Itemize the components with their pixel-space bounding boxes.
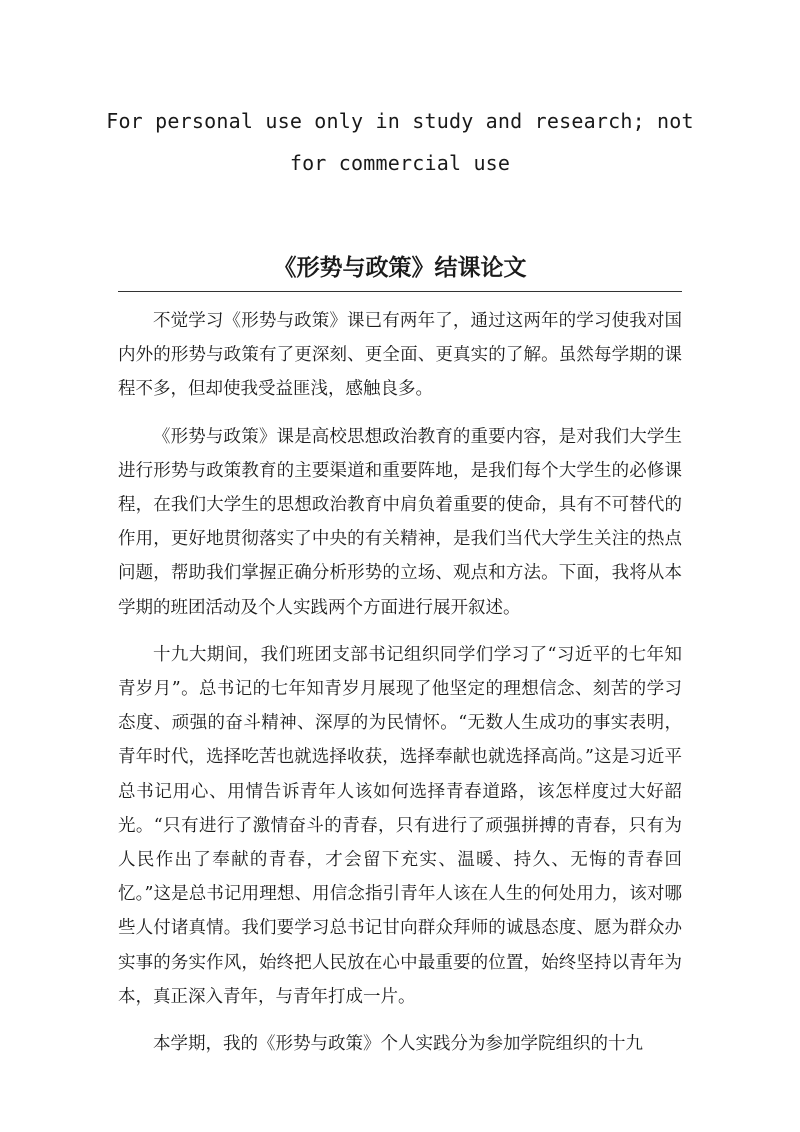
title-divider	[118, 291, 682, 292]
paragraph-1: 不觉学习《形势与政策》课已有两年了，通过这两年的学习使我对国内外的形势与政策有了更深刻、更全面、更真实的了解。虽然每学期的课程不多，但却使我受益匪浅，感触良多。	[118, 311, 682, 400]
paragraph-4: 本学期，我的《形势与政策》个人实践分为参加学院组织的十九	[153, 1034, 643, 1055]
usage-notice-line-1: For personal use only in study and research; not	[106, 109, 694, 133]
paragraph-3: 十九大期间，我们班团支部书记组织同学们学习了“习近平的七年知青岁月”。总书记的七年知青岁月展现了他坚定的理想信念、刻苦的学习态度、顽强的奋斗精神、深厚的为民情怀。“无数人生成功的事实表明，青年时代，选择吃苦也就选择收获，选择奉献也就选择高尚。”这是习近平总书记用心、用情告诉青年人该如何选择青春道路，该怎样度过大好韶光。“只有进行了激情奋斗的青春，只有进行了顽强拼搏的青春，只有为人民作出了奉献的青春，才会留下充实、温暖、持久、无悔的青春回忆。”这是总书记用理想、用信念指引青年人该在人生的何处用力，该对哪些人付诸真情。我们要学习总书记甘向群众拜师的诚恳态度、愿为群众办实事的务实作风，始终把人民放在心中最重要的位置，始终坚持以青年为本，真正深入青年，与青年打成一片。	[118, 644, 682, 1007]
page-title: 《形势与政策》结课论文	[273, 254, 527, 281]
usage-notice	[100, 100, 700, 184]
paragraph-2: 《形势与政策》课是高校思想政治教育的重要内容，是对我们大学生进行形势与政策教育的主要渠道和重要阵地，是我们每个大学生的必修课程，在我们大学生的思想政治教育中肩负着重要的使命，具有不可替代的作用，更好地贯彻落实了中央的有关精神，是我们当代大学生关注的热点问题，帮助我们掌握正确分析形势的立场、观点和方法。下面，我将从本学期的班团活动及个人实践两个方面进行展开叙述。	[118, 426, 682, 618]
essay-body	[118, 304, 682, 1074]
usage-notice-line-2: for commercial use	[289, 151, 511, 175]
